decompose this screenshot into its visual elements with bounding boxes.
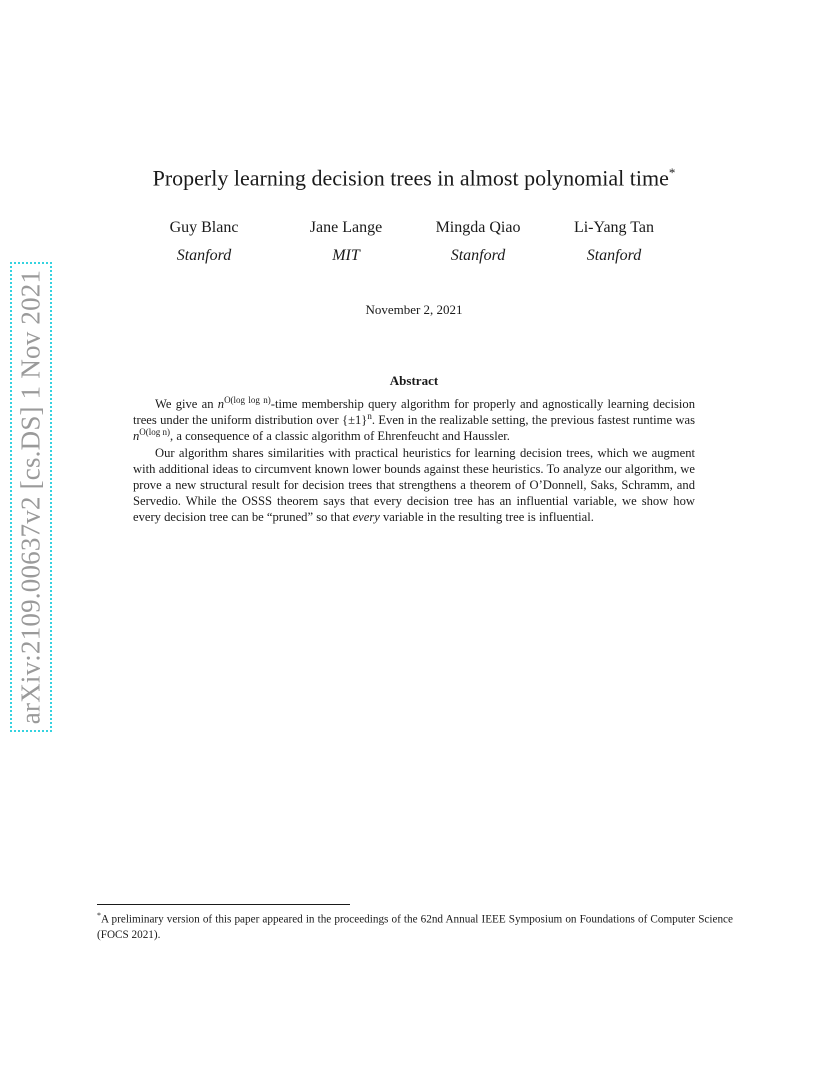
math-exponent: n (367, 411, 372, 422)
author-name: Mingda Qiao (435, 219, 521, 236)
arxiv-identifier: arXiv:2109.00637v2 [cs.DS] 1 Nov 2021 (15, 269, 46, 725)
math-exponent: O(log log n) (224, 394, 271, 405)
emphasis: every (352, 510, 380, 525)
text-run: , a consequence of a classic algorithm of Ehrenfeucht and Haussler. (170, 429, 510, 444)
math-var: n (217, 397, 225, 411)
arxiv-watermark (10, 262, 52, 732)
author-name: Guy Blanc (169, 219, 239, 236)
text-run: . Even in the realizable setting, the previous fastest runtime was (371, 413, 695, 428)
text-run: variable in the resulting tree is influential. (379, 510, 594, 525)
author-name: Li-Yang Tan (573, 219, 655, 236)
author-affiliation: Stanford (450, 247, 506, 264)
author-4 (534, 219, 694, 265)
abstract-body (133, 396, 695, 526)
author-name: Jane Lange (309, 219, 383, 236)
text-run: Our algorithm shares similarities with practical heuristics for learning decision trees, which we augment with additional ideas to circumvent known lower bounds against these heuristics. To analyze our algorithm, we prove a new structural result for decision trees that strengthens a theorem of O’Donnell, Saks, Schramm, and Servedio. While the OSSS theorem says that every decision tree has an influential variable, we show how every decision tree can be “pruned” so that (133, 445, 695, 525)
text-run: We give an (155, 397, 218, 411)
footnote-text: A preliminary version of this paper appeared in the proceedings of the 62nd Annual IEEE Symposium on Foundations of Computer Science (FOCS 2021). (97, 913, 733, 941)
publication-date: November 2, 2021 (365, 302, 463, 317)
author-affiliation: Stanford (586, 247, 642, 264)
abstract-paragraph-1 (133, 396, 695, 445)
text-run: -time membership query algorithm for properly and agnostically learning decision trees under the uniform distribution over {±1} (133, 397, 695, 428)
author-1 (124, 219, 284, 265)
author-affiliation: Stanford (176, 247, 232, 264)
math-exponent: O(log n) (139, 427, 171, 438)
paper-title (0, 165, 828, 191)
abstract-heading: Abstract (389, 373, 439, 388)
footnote-mark: * (97, 911, 101, 920)
title-text: Properly learning decision trees in almost polynomial time (152, 165, 669, 191)
footnote-rule (97, 904, 350, 905)
title-footnote-mark: * (668, 164, 676, 180)
author-affiliation: MIT (332, 247, 360, 264)
abstract-paragraph-2 (133, 445, 695, 526)
math-var: n (133, 429, 140, 444)
footnote (97, 908, 733, 943)
